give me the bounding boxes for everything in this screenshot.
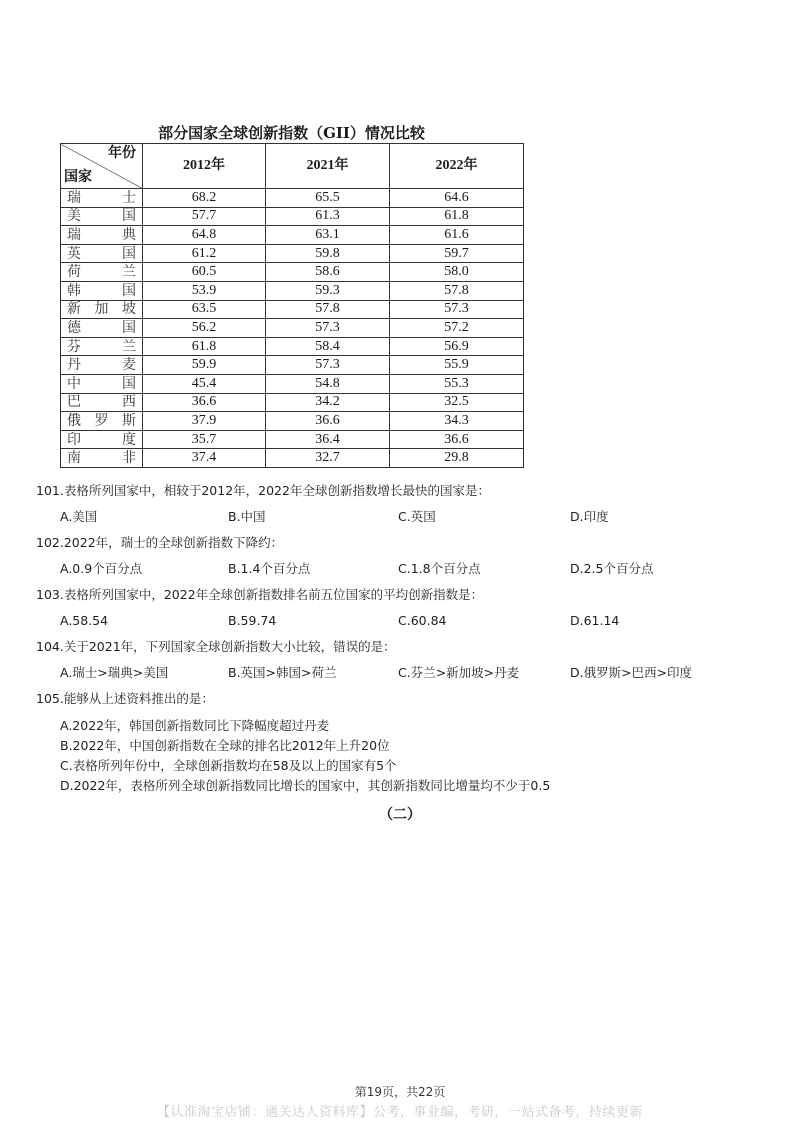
year-header: 2012年 bbox=[143, 144, 266, 189]
answer-option: D.印度 bbox=[570, 509, 609, 524]
value-2022-cell: 55.9 bbox=[390, 356, 524, 375]
country-cell: 巴西 bbox=[61, 393, 143, 412]
value-2022-cell: 29.8 bbox=[390, 449, 524, 468]
value-2012-cell: 59.9 bbox=[143, 356, 266, 375]
diagonal-header-cell bbox=[61, 144, 143, 189]
table-row bbox=[61, 281, 524, 300]
question-stem: 104.关于2021年，下列国家全球创新指数大小比较，错误的是： bbox=[36, 639, 396, 654]
options-row bbox=[36, 508, 756, 526]
value-2021-cell: 61.3 bbox=[266, 207, 390, 226]
country-cell: 韩国 bbox=[61, 281, 143, 300]
table-row bbox=[61, 226, 524, 245]
answer-option: A.58.54 bbox=[60, 613, 109, 628]
answer-option: C.芬兰>新加坡>丹麦 bbox=[398, 665, 520, 680]
value-2012-cell: 68.2 bbox=[143, 189, 266, 208]
table-row bbox=[61, 412, 524, 431]
value-2021-cell: 59.3 bbox=[266, 281, 390, 300]
value-2012-cell: 37.9 bbox=[143, 412, 266, 431]
question-stem: 103.表格所列国家中，2022年全球创新指数排名前五位国家的平均创新指数是： bbox=[36, 587, 484, 602]
table-row bbox=[61, 356, 524, 375]
table-row bbox=[61, 263, 524, 282]
value-2022-cell: 59.7 bbox=[390, 244, 524, 263]
table-row bbox=[61, 244, 524, 263]
value-2012-cell: 61.2 bbox=[143, 244, 266, 263]
value-2021-cell: 32.7 bbox=[266, 449, 390, 468]
country-cell: 英国 bbox=[61, 244, 143, 263]
table-row bbox=[61, 319, 524, 338]
answer-option: B.中国 bbox=[228, 509, 266, 524]
country-cell: 印度 bbox=[61, 430, 143, 449]
year-header: 2022年 bbox=[390, 144, 524, 189]
country-cell: 南非 bbox=[61, 449, 143, 468]
options-row bbox=[36, 664, 756, 682]
value-2012-cell: 57.7 bbox=[143, 207, 266, 226]
value-2012-cell: 56.2 bbox=[143, 319, 266, 338]
table-row bbox=[61, 449, 524, 468]
table-row bbox=[61, 189, 524, 208]
value-2021-cell: 58.6 bbox=[266, 263, 390, 282]
page-number: 第19页，共22页 bbox=[354, 1085, 446, 1099]
header-country-label: 国家 bbox=[64, 170, 92, 185]
answer-option: A.0.9个百分点 bbox=[60, 561, 143, 576]
answer-option: C.60.84 bbox=[398, 613, 447, 628]
answer-option: C.表格所列年份中，全球创新指数均在58及以上的国家有5个 bbox=[60, 758, 397, 773]
value-2012-cell: 36.6 bbox=[143, 393, 266, 412]
country-cell: 瑞士 bbox=[61, 189, 143, 208]
table-row bbox=[61, 393, 524, 412]
question-stem: 101.表格所列国家中，相较于2012年，2022年全球创新指数增长最快的国家是： bbox=[36, 483, 490, 498]
value-2021-cell: 36.4 bbox=[266, 430, 390, 449]
value-2022-cell: 64.6 bbox=[390, 189, 524, 208]
value-2022-cell: 58.0 bbox=[390, 263, 524, 282]
answer-option: B.2022年，中国创新指数在全球的排名比2012年上升20位 bbox=[60, 738, 390, 753]
country-cell: 芬兰 bbox=[61, 337, 143, 356]
table-header-row bbox=[61, 144, 524, 189]
value-2022-cell: 57.3 bbox=[390, 300, 524, 319]
value-2022-cell: 57.2 bbox=[390, 319, 524, 338]
value-2022-cell: 36.6 bbox=[390, 430, 524, 449]
question-list bbox=[36, 482, 756, 796]
value-2022-cell: 56.9 bbox=[390, 337, 524, 356]
value-2012-cell: 53.9 bbox=[143, 281, 266, 300]
table-row bbox=[61, 374, 524, 393]
answer-option: C.英国 bbox=[398, 509, 436, 524]
value-2012-cell: 63.5 bbox=[143, 300, 266, 319]
value-2022-cell: 61.6 bbox=[390, 226, 524, 245]
table-title: 部分国家全球创新指数（GII）情况比较 bbox=[158, 124, 425, 142]
answer-option: A.美国 bbox=[60, 509, 98, 524]
value-2021-cell: 59.8 bbox=[266, 244, 390, 263]
answer-option: B.1.4个百分点 bbox=[228, 561, 311, 576]
value-2012-cell: 45.4 bbox=[143, 374, 266, 393]
options-row bbox=[36, 612, 756, 630]
header-year-label: 年份 bbox=[108, 146, 136, 161]
value-2022-cell: 55.3 bbox=[390, 374, 524, 393]
country-cell: 德国 bbox=[61, 319, 143, 338]
answer-option: C.1.8个百分点 bbox=[398, 561, 481, 576]
answer-option: B.英国>韩国>荷兰 bbox=[228, 665, 337, 680]
value-2012-cell: 61.8 bbox=[143, 337, 266, 356]
value-2022-cell: 57.8 bbox=[390, 281, 524, 300]
value-2021-cell: 57.3 bbox=[266, 356, 390, 375]
value-2021-cell: 63.1 bbox=[266, 226, 390, 245]
watermark-text: 【认准淘宝店铺：通关达人资料库】公考，事业编，考研，一站式备考，持续更新 bbox=[156, 1105, 643, 1120]
answer-option: A.2022年，韩国创新指数同比下降幅度超过丹麦 bbox=[60, 718, 330, 733]
country-cell: 瑞典 bbox=[61, 226, 143, 245]
value-2012-cell: 35.7 bbox=[143, 430, 266, 449]
question-stem: 105.能够从上述资料推出的是： bbox=[36, 691, 214, 706]
question-stem: 102.2022年，瑞士的全球创新指数下降约： bbox=[36, 535, 284, 550]
value-2012-cell: 37.4 bbox=[143, 449, 266, 468]
table-row bbox=[61, 300, 524, 319]
answer-option: D.2.5个百分点 bbox=[570, 561, 654, 576]
options-row bbox=[36, 560, 756, 578]
country-cell: 美国 bbox=[61, 207, 143, 226]
value-2021-cell: 57.8 bbox=[266, 300, 390, 319]
table-row bbox=[61, 430, 524, 449]
answer-option: A.瑞士>瑞典>美国 bbox=[60, 665, 169, 680]
value-2022-cell: 34.3 bbox=[390, 412, 524, 431]
value-2021-cell: 36.6 bbox=[266, 412, 390, 431]
country-cell: 荷兰 bbox=[61, 263, 143, 282]
country-cell: 新加坡 bbox=[61, 300, 143, 319]
country-cell: 俄罗斯 bbox=[61, 412, 143, 431]
section-marker: （二） bbox=[379, 807, 421, 823]
value-2021-cell: 65.5 bbox=[266, 189, 390, 208]
value-2021-cell: 58.4 bbox=[266, 337, 390, 356]
value-2022-cell: 32.5 bbox=[390, 393, 524, 412]
answer-option: D.2022年，表格所列全球创新指数同比增长的国家中，其创新指数同比增量均不少于0.5 bbox=[60, 778, 551, 793]
table-row bbox=[61, 337, 524, 356]
value-2012-cell: 64.8 bbox=[143, 226, 266, 245]
answer-option: B.59.74 bbox=[228, 613, 277, 628]
table-row bbox=[61, 207, 524, 226]
answer-option: D.俄罗斯>巴西>印度 bbox=[570, 665, 693, 680]
value-2021-cell: 34.2 bbox=[266, 393, 390, 412]
gii-comparison-table bbox=[60, 143, 524, 468]
value-2012-cell: 60.5 bbox=[143, 263, 266, 282]
answer-option: D.61.14 bbox=[570, 613, 620, 628]
value-2021-cell: 57.3 bbox=[266, 319, 390, 338]
country-cell: 丹麦 bbox=[61, 356, 143, 375]
country-cell: 中国 bbox=[61, 374, 143, 393]
value-2021-cell: 54.8 bbox=[266, 374, 390, 393]
year-header: 2021年 bbox=[266, 144, 390, 189]
value-2022-cell: 61.8 bbox=[390, 207, 524, 226]
